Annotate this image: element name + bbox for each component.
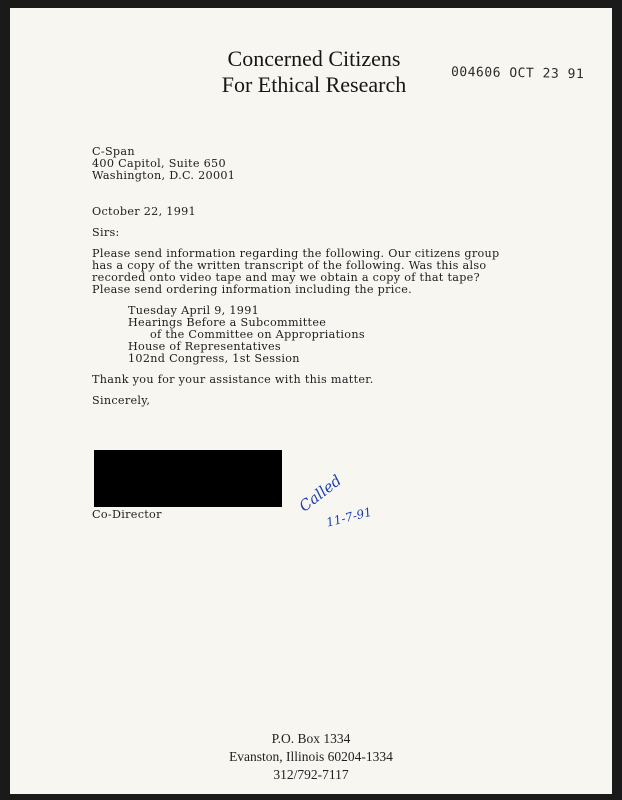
reference-line: House of Representatives: [128, 340, 281, 353]
reference-line: 102nd Congress, 1st Session: [128, 352, 300, 365]
reference-line: Tuesday April 9, 1991: [128, 304, 260, 317]
paragraph-line: Please send information regarding the following. Our citizens group: [92, 247, 500, 260]
address-line: C-Span: [92, 145, 135, 158]
reference-line: Hearings Before a Subcommittee: [128, 316, 327, 329]
signer-title: Co-Director: [92, 508, 162, 521]
hearing-reference: [92, 305, 562, 365]
footer-line: 312/792-7117: [273, 767, 349, 782]
handwritten-date: 11-7-91: [324, 504, 374, 530]
paragraph-line: recorded onto video tape and may we obtain a copy of that tape?: [92, 271, 480, 284]
closing: Sincerely,: [92, 394, 151, 407]
letterhead-footer: [10, 730, 612, 784]
redacted-signature: [94, 450, 282, 507]
footer-line: P.O. Box 1334: [271, 731, 351, 746]
footer-line: Evanston, Illinois 60204-1334: [229, 749, 393, 764]
letter-page: [10, 8, 612, 794]
thanks-line: Thank you for your assistance with this matter.: [92, 373, 374, 386]
handwritten-word: Called: [296, 471, 345, 516]
letter-body: [92, 146, 562, 407]
paragraph-line: Please send ordering information including the price.: [92, 283, 412, 296]
address-line: 400 Capitol, Suite 650: [92, 157, 226, 170]
address-line: Washington, D.C. 20001: [92, 169, 236, 182]
paragraph-line: has a copy of the written transcript of the following. Was this also: [92, 259, 487, 272]
salutation: Sirs:: [92, 226, 120, 239]
handwritten-note: [296, 470, 386, 530]
request-paragraph: [92, 248, 562, 296]
letter-date: October 22, 1991: [92, 205, 196, 218]
letterhead-line-2: For Ethical Research: [221, 72, 407, 97]
reference-line: of the Committee on Appropriations: [150, 328, 365, 341]
recipient-address: [92, 146, 562, 182]
letterhead-line-1: Concerned Citizens: [227, 46, 401, 71]
received-stamp: 004606 OCT 23 91: [450, 64, 585, 83]
